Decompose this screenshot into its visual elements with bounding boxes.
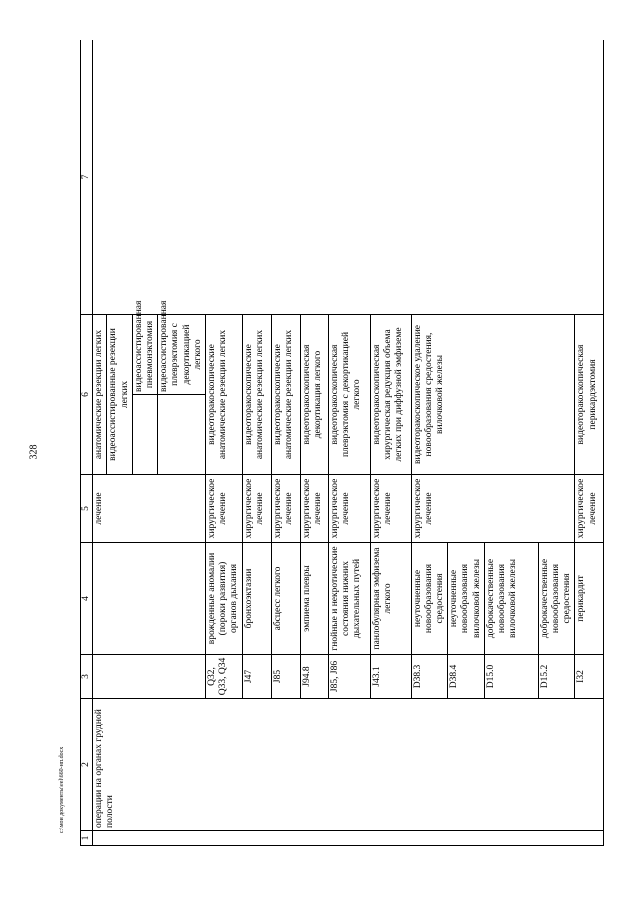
method-cell: видеоторакоскопическая перикардэктомия (575, 315, 604, 475)
condition-cell: доброкачественные новообразования вилочковой железы (484, 543, 538, 655)
condition-cell: неуточненные новообразования вилочковой железы (448, 543, 485, 655)
condition-cell: перикардит (575, 543, 604, 655)
code-cell: J47 (242, 655, 271, 699)
treatment-cell: хирургическое лечение (370, 475, 411, 543)
condition-cell: панлобулярная эмфизема легкого (370, 543, 411, 655)
page-number: 328 (28, 444, 40, 460)
method-item: видеоассистированная пневмонэктомия (132, 315, 157, 395)
method-cell (93, 300, 206, 475)
section-title-cell: операции на органах грудной полости (93, 699, 604, 831)
code-cell: Q32, Q33, Q34 (206, 655, 243, 699)
treatment-cell: хирургическое лечение (300, 475, 328, 543)
method-item: видеоассистированные резекции легких (107, 315, 132, 474)
treatment-cell: хирургическое лечение (242, 475, 271, 543)
indent-cell (158, 395, 205, 475)
code-cell (93, 655, 206, 699)
condition-cell: бронхоэктазии (242, 543, 271, 655)
col-header-6: 6 (81, 315, 93, 475)
col-header-3: 3 (81, 655, 93, 699)
col7-cell (93, 40, 604, 315)
code-cell: D38.4 (448, 655, 485, 699)
code-cell: I32 (575, 655, 604, 699)
procedures-table (80, 40, 604, 846)
code-cell: J94.8 (300, 655, 328, 699)
method-cell: видеоторакоскопические анатомические резекции легких (271, 315, 300, 475)
methods-subtable (93, 300, 205, 474)
method-item: анатомические резекции легких (93, 315, 107, 474)
condition-cell: доброкачественные новообразования средостения (538, 543, 575, 655)
rotated-table-content (80, 40, 604, 846)
treatment-cell: хирургическое лечение (411, 475, 575, 543)
code-cell: D15.0 (484, 655, 538, 699)
code-cell: D15.2 (538, 655, 575, 699)
indent-cell (132, 395, 157, 475)
method-cell: видеоторакоскопическая плеврэктомия с декортикацией легкого (328, 315, 370, 475)
treatment-cell: хирургическое лечение (328, 475, 370, 543)
code-cell: D38.3 (411, 655, 448, 699)
col-header-2: 2 (81, 699, 93, 831)
col-header-1: 1 (81, 831, 93, 846)
condition-cell: абсцесс легкого (271, 543, 300, 655)
condition-cell: эмпиема плевры (300, 543, 328, 655)
method-cell: видеоторакоскопическое удаление новообразования средостения, вилочковой железы (411, 315, 575, 475)
table-row (93, 40, 206, 846)
method-cell: видеоторакоскопические анатомические резекции легких (242, 315, 271, 475)
rotated-table-container (80, 40, 604, 846)
method-cell: видеоторакоскопические анатомические резекции легких (206, 315, 243, 475)
method-cell: видеоторакоскопическая декортикация легкого (300, 315, 328, 475)
header-row (81, 40, 93, 846)
col-header-7: 7 (81, 40, 93, 315)
treatment-cell: хирургическое лечение (271, 475, 300, 543)
method-item: видеоассистированная плеврэктомия с декортикацией легкого (158, 315, 205, 395)
col-header-5: 5 (81, 475, 93, 543)
treatment-cell: лечение (93, 475, 206, 543)
col-header-4: 4 (81, 543, 93, 655)
footer-file-path: c:\мои документы\eel\660-нп.docx (59, 746, 65, 834)
condition-cell: врожденные аномалии (пороки развития) органов дыхания (206, 543, 243, 655)
code-cell: J85 (271, 655, 300, 699)
code-cell: J43.1 (370, 655, 411, 699)
method-cell: видеоторакоскопическая хирургическая редукция объема легких при диффузной эмфиземе (370, 315, 411, 475)
treatment-cell: хирургическое лечение (206, 475, 243, 543)
treatment-cell: хирургическое лечение (575, 475, 604, 543)
code-cell: J85, J86 (328, 655, 370, 699)
condition-cell: гнойные и некротические состояния нижних дыхательных путей (328, 543, 370, 655)
condition-cell (93, 543, 206, 655)
num-cell (93, 831, 604, 846)
condition-cell: неуточненные новообразования средостения (411, 543, 448, 655)
